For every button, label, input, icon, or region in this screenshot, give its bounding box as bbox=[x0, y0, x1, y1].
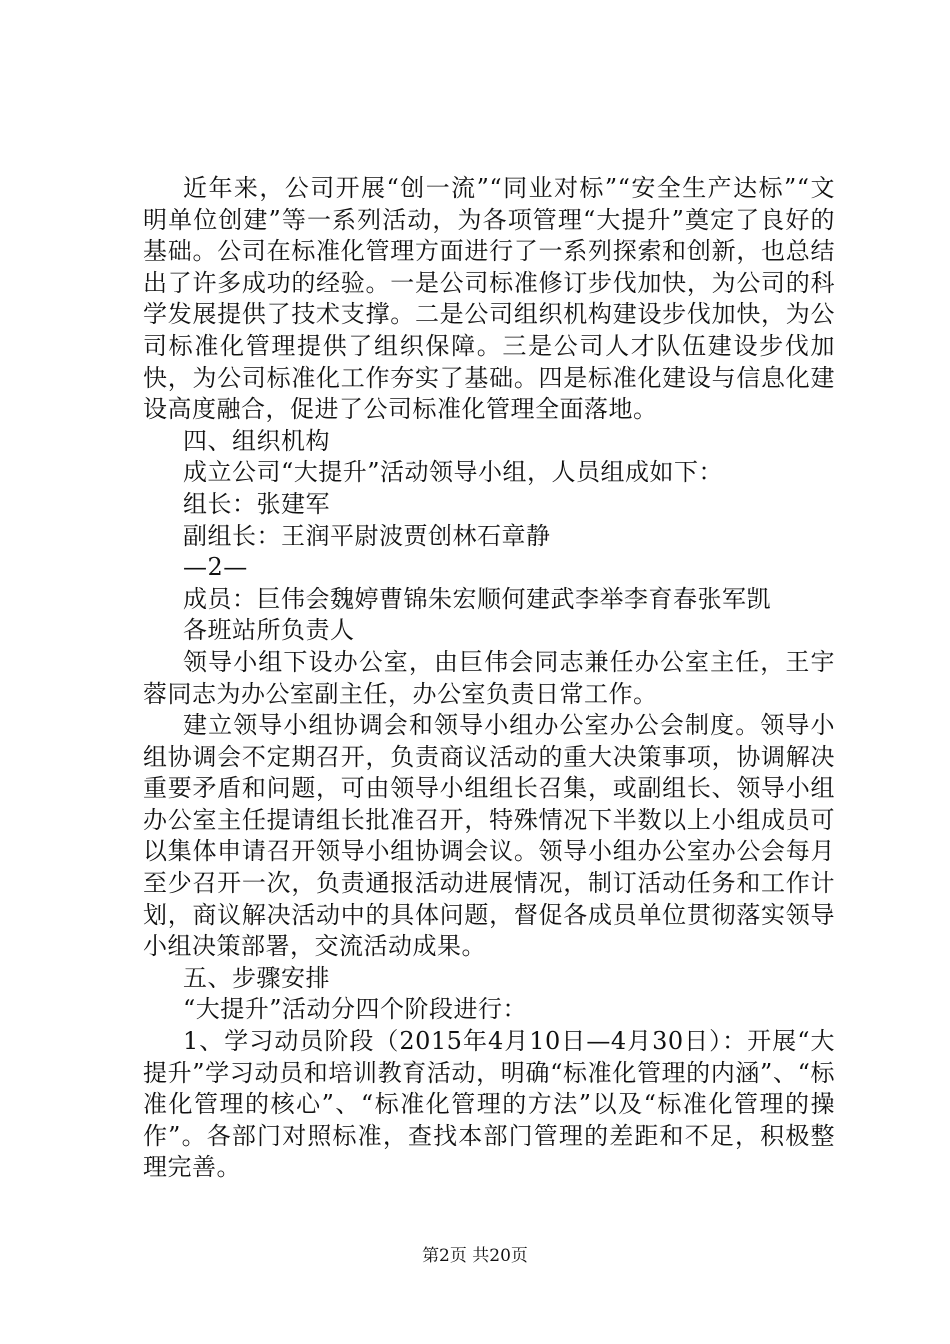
paragraph-four-stages: “大提升”活动分四个阶段进行： bbox=[183, 995, 528, 1024]
deputy-leader-line: 副组长：王润平尉波贾创林石章静 bbox=[183, 521, 551, 550]
paragraph-office-setup: 领导小组下设办公室，由巨伟会同志兼任办公室主任，王宇蓉同志为办公室副主任，办公室负责日常工作。 bbox=[143, 647, 835, 708]
group-leader-line: 组长：张建军 bbox=[183, 489, 330, 518]
members-line-continued: 各班站所负责人 bbox=[183, 616, 355, 645]
section-heading-organization: 四、组织机构 bbox=[183, 426, 330, 455]
members-line: 成员：巨伟会魏婷曹锦朱宏顺何建武李举李育春张军凯 bbox=[183, 584, 771, 613]
inline-page-marker: —2— bbox=[183, 553, 248, 582]
paragraph-stage-one: 1、学习动员阶段（2015年4月10日—4月30日）：开展“大提升”学习动员和培训教育活动，明确“标准化管理的内涵”、“标准化管理的核心”、“标准化管理的方法”以及“标准化管理的操作”。各部门对照标准，查找本部门管理的差距和不足，积极整理完善。 bbox=[143, 1027, 835, 1182]
document-body bbox=[143, 173, 835, 1184]
paragraph-meeting-system: 建立领导小组协调会和领导小组办公室办公会制度。领导小组协调会不定期召开，负责商议活动的重大决策事项，协调解决重要矛盾和问题，可由领导小组组长召集，或副组长、领导小组办公室主任提请组长批准召开，特殊情况下半数以上小组成员可以集体申请召开领导小组协调会议。领导小组办公室办公会每月至少召开一次，负责通报活动进展情况，制订活动任务和工作计划，商议解决活动中的具体问题，督促各成员单位贯彻落实领导小组决策部署，交流活动成果。 bbox=[143, 711, 835, 961]
page-footer bbox=[0, 1245, 950, 1267]
paragraph-background: 近年来，公司开展“创一流”“同业对标”“安全生产达标”“文明单位创建”等一系列活动，为各项管理“大提升”奠定了良好的基础。公司在标准化管理方面进行了一系列探索和创新，也总结出了许多成功的经验。一是公司标准修订步伐加快，为公司的科学发展提供了技术支撑。二是公司组织机构建设步伐加快，为公司标准化管理提供了组织保障。三是公司人才队伍建设步伐加快，为公司标准化工作夯实了基础。四是标准化建设与信息化建设高度融合，促进了公司标准化管理全面落地。 bbox=[143, 174, 835, 424]
paragraph-leading-group-intro: 成立公司“大提升”活动领导小组，人员组成如下： bbox=[183, 458, 724, 487]
section-heading-steps: 五、步骤安排 bbox=[183, 963, 330, 992]
page-number-label: 第2页 共20页 bbox=[422, 1246, 528, 1266]
